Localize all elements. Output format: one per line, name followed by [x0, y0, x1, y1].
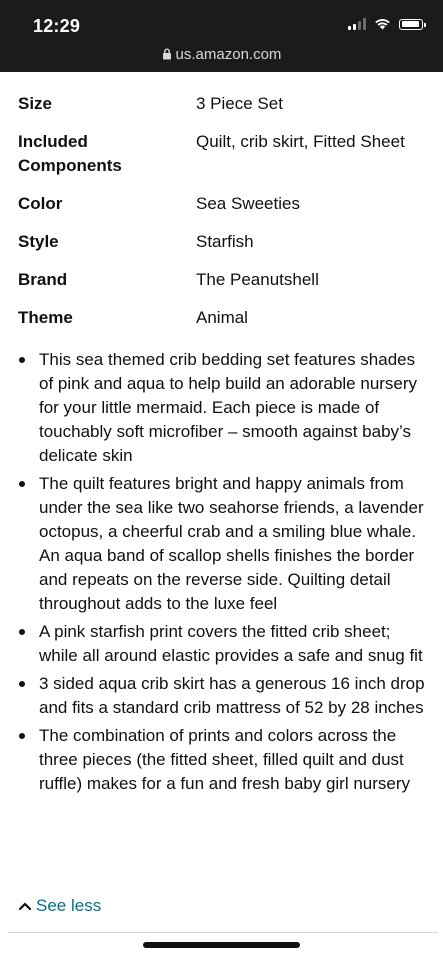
status-bar	[0, 0, 443, 72]
spec-value: Starfish	[196, 232, 254, 251]
spec-label: Brand	[18, 270, 68, 289]
list-item: The combination of prints and colors across the three pieces (the fitted sheet, filled quilt and dust ruffle) makes for a fun and fresh baby girl nursery	[0, 724, 443, 796]
cellular-signal-icon	[348, 18, 366, 30]
spec-label: Style	[18, 232, 59, 251]
spec-label: Included Components	[18, 132, 122, 175]
home-indicator[interactable]	[143, 942, 300, 948]
spec-value: Animal	[196, 308, 248, 327]
list-item: This sea themed crib bedding set features shades of pink and aqua to help build an adorable nursery for your little mermaid. Each piece is made of touchably soft microfiber – smooth against baby’s delicate skin	[0, 348, 443, 468]
spec-label: Theme	[18, 308, 73, 327]
spec-label: Color	[18, 194, 63, 213]
url-text: us.amazon.com	[175, 46, 282, 63]
lock-icon	[162, 48, 172, 60]
battery-icon	[399, 19, 423, 30]
status-icons	[348, 18, 423, 30]
battery-fill	[402, 21, 419, 27]
status-time: 12:29	[33, 16, 81, 36]
chevron-up-icon	[18, 901, 32, 911]
spec-value: Sea Sweeties	[196, 194, 300, 213]
see-less-link[interactable]	[18, 896, 101, 916]
feature-bullets	[0, 348, 443, 800]
address-bar[interactable]	[0, 46, 443, 63]
list-item: The quilt features bright and happy animals from under the sea like two seahorse friends, a lavender octopus, a cheerful crab and a smiling blue whale. An aqua band of scallop shells finishes the border and repeats on the reverse side. Quilting detail throughout adds to the luxe feel	[0, 472, 443, 616]
list-item: A pink starfish print covers the fitted crib sheet; while all around elastic provides a safe and snug fit	[0, 620, 443, 668]
list-item: 3 sided aqua crib skirt has a generous 16 inch drop and fits a standard crib mattress of 52 by 28 inches	[0, 672, 443, 720]
spec-value: The Peanutshell	[196, 270, 319, 289]
spec-label: Size	[18, 94, 53, 113]
spec-value: 3 Piece Set	[196, 94, 283, 113]
spec-value: Quilt, crib skirt, Fitted Sheet	[196, 132, 405, 151]
divider	[8, 932, 438, 933]
wifi-icon	[374, 18, 391, 30]
see-less-label: See less	[36, 896, 102, 915]
